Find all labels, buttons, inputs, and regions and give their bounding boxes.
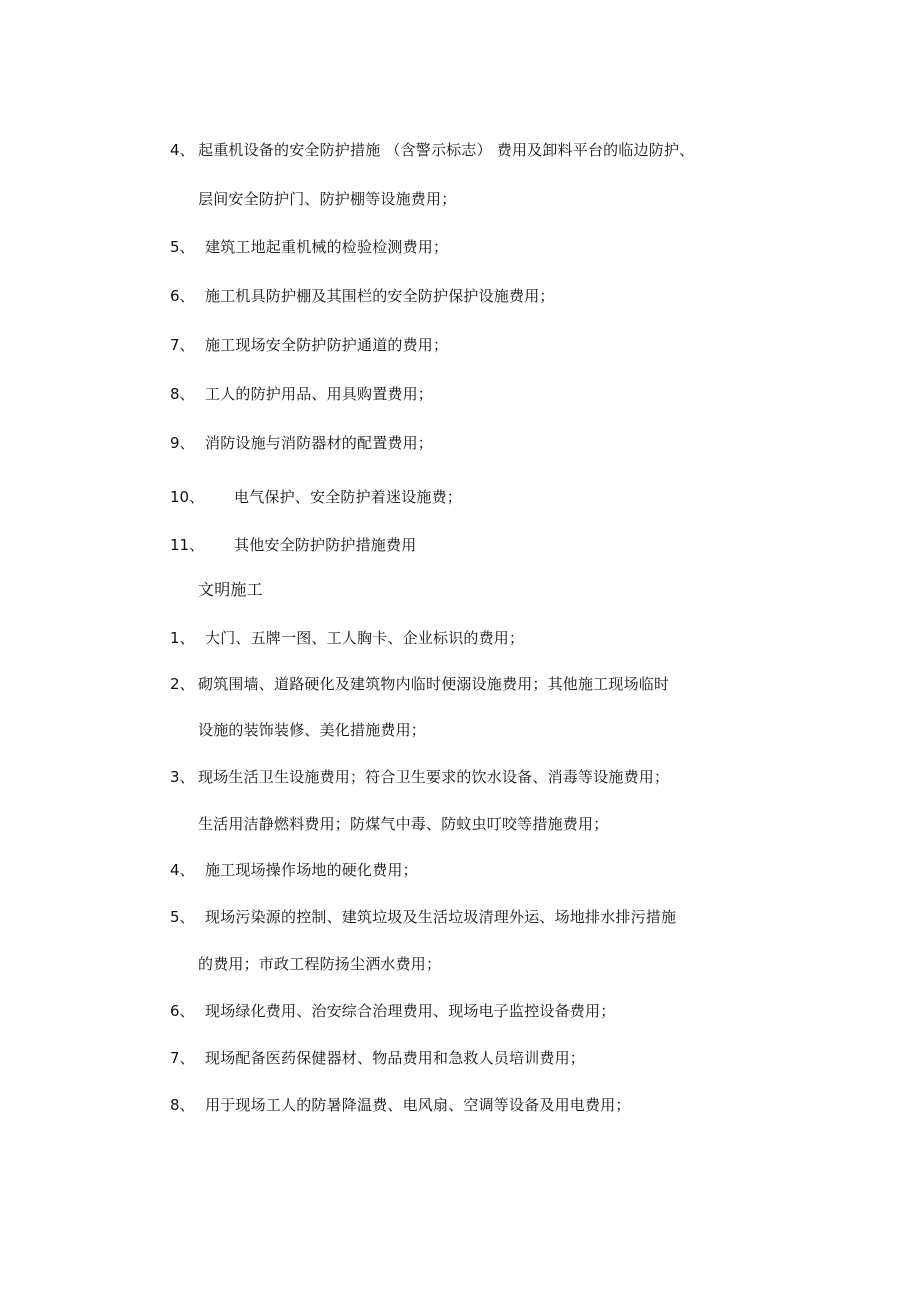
list-item-text: 工人的防护用品、用具购置费用； [205,385,434,403]
list-item-text: 现场污染源的控制、建筑垃圾及生活垃圾清理外运、场地排水排污措施 [205,908,677,926]
list-number: 6、 [170,1002,195,1020]
list-number: 4、 [170,141,195,159]
list-item-text: 施工现场操作场地的硬化费用； [205,861,418,879]
list-item-text: 施工机具防护棚及其围栏的安全防护保护设施费用； [205,287,555,305]
list-item-text: 用于现场工人的防暑降温费、电风扇、空调等设备及用电费用； [205,1096,631,1114]
list-number: 1、 [170,629,195,647]
list-number: 9、 [170,434,195,452]
list-item-text: 层间安全防护门、防护棚等设施费用； [198,190,457,208]
list-item-text: 电气保护、安全防护着迷设施费； [234,488,463,506]
list-item-text: 起重机设备的安全防护措施 （含警示标志） 费用及卸料平台的临边防护、 [198,141,695,159]
list-item-text: 建筑工地起重机械的检验检测费用； [205,238,449,256]
list-item-text: 生活用洁静燃料费用；防煤气中毒、防蚊虫叮咬等措施费用； [198,815,609,833]
list-item-text: 砌筑围墙、道路硬化及建筑物内临时便溺设施费用；其他施工现场临时 [198,675,670,693]
list-item-text: 现场生活卫生设施费用；符合卫生要求的饮水设备、消毒等设施费用； [198,768,670,786]
list-number: 7、 [170,336,195,354]
list-item-text: 施工现场安全防护防护通道的费用； [205,336,449,354]
list-item-text: 大门、五牌一图、工人胸卡、企业标识的费用； [205,629,525,647]
section-heading: 文明施工 [198,580,263,599]
list-number: 10、 [170,488,205,506]
list-item-text: 现场配备医药保健器材、物品费用和急救人员培训费用； [205,1049,586,1067]
list-number: 5、 [170,238,195,256]
list-number: 5、 [170,908,195,926]
list-number: 4、 [170,861,195,879]
list-item-text: 现场绿化费用、治安综合治理费用、现场电子监控设备费用； [205,1002,616,1020]
list-number: 3、 [170,768,195,786]
list-number: 2、 [170,675,195,693]
list-item-text: 的费用；市政工程防扬尘洒水费用； [198,955,442,973]
list-item-text: 消防设施与消防器材的配置费用； [205,434,434,452]
list-number: 8、 [170,385,195,403]
list-item-text: 其他安全防护防护措施费用 [234,536,417,554]
list-number: 6、 [170,287,195,305]
list-number: 8、 [170,1096,195,1114]
list-number: 11、 [170,536,205,554]
list-item-text: 设施的装饰装修、美化措施费用； [198,721,427,739]
list-number: 7、 [170,1049,195,1067]
